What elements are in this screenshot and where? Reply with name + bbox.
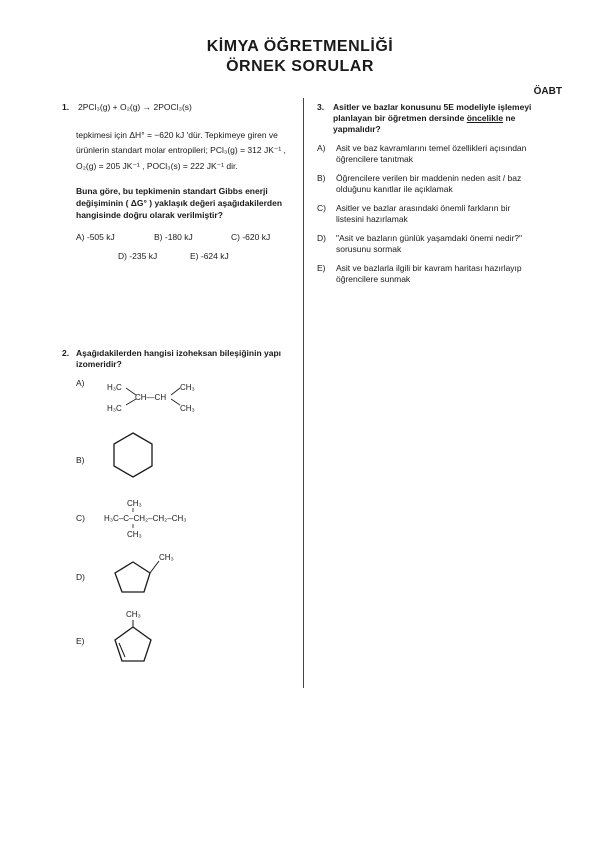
q3-stem-emphasis: öncelikle <box>466 113 504 123</box>
q2-label-d[interactable]: D) <box>76 572 85 582</box>
a-ch-ch: CH—CH <box>135 393 167 402</box>
a-h3c-top: H₃C <box>107 383 122 392</box>
page-subtitle: ÖRNEK SORULAR <box>226 58 374 75</box>
q2-label-e[interactable]: E) <box>76 636 85 646</box>
q1-option-a[interactable]: A) -505 kJ <box>76 232 115 242</box>
page-title: KİMYA ÖĞRETMENLİĞİ <box>206 38 394 55</box>
q3-option-c-line1: Asitler ve bazlar arasındaki önemli farkların bir <box>336 203 511 213</box>
d-methyl-bond <box>150 561 159 573</box>
q1-reaction: 2PCl₃(g) + O₂(g) → 2POCl₃(s) <box>78 102 192 112</box>
q3-option-c-label: C) <box>317 203 326 213</box>
q1-option-d[interactable]: D) -235 kJ <box>118 251 158 261</box>
q3-stem-line1: Asitler ve bazlar konusunu 5E modeliyle işlemeyi <box>333 102 532 112</box>
exam-tag: ÖABT <box>533 86 562 97</box>
c-ch3-top: CH₃ <box>127 499 142 508</box>
q3-option-e-line1: Asit ve bazlarla ilgili bir kavram haritası hazırlayıp <box>336 263 522 273</box>
q3-option-d-line2: sorusunu sormak <box>336 244 402 254</box>
q3-option-b-label: B) <box>317 173 326 183</box>
q1-stem-line3: hangisinde doğru olarak verilmiştir? <box>76 210 223 220</box>
q1-option-e[interactable]: E) -624 kJ <box>190 251 229 261</box>
a-h3c-bottom: H₃C <box>107 404 122 413</box>
a-bond-2 <box>126 399 136 405</box>
q1-stem-line2: değişiminin ( ΔG° ) yaklaşık değeri aşağıdakilerden <box>76 198 283 208</box>
q2-label-a[interactable]: A) <box>76 378 85 388</box>
q2-label-c[interactable]: C) <box>76 513 85 523</box>
q1-text-line2: ürünlerin standart molar entropileri; PCl₃(g) = 312 JK⁻¹ , <box>76 145 286 155</box>
q3-option-a-text <box>336 143 566 165</box>
q2-stem-line2: izomeridir? <box>76 359 122 369</box>
q3-option-e-line2: öğrencilere sunmak <box>336 274 411 284</box>
a-bond-4 <box>171 399 180 405</box>
e-ch3: CH₃ <box>126 610 141 619</box>
q1-stem-line1: Buna göre, bu tepkimenin standart Gibbs enerji <box>76 186 268 196</box>
q3-option-b-line2: olduğunu kanıtlar ile açıklamak <box>336 184 453 194</box>
q3-option-a-label: A) <box>317 143 326 153</box>
q3-option-a-line1: Asit ve baz kavramlarını temel özellikleri açısından <box>336 143 527 153</box>
q3-stem-line2 <box>333 113 515 124</box>
a-ch3-bottom: CH₃ <box>180 404 195 413</box>
q3-option-a-line2: öğrencilere tanıtmak <box>336 154 414 164</box>
q1-text-line3: O₂(g) = 205 JK⁻¹ , POCl₃(s) = 222 JK⁻¹ dir. <box>76 161 238 171</box>
q3-stem-line2-end: ne <box>505 113 516 123</box>
q3-number: 3. <box>317 102 325 112</box>
a-ch3-top: CH₃ <box>180 383 195 392</box>
q3-option-c-text <box>336 203 566 225</box>
q3-option-d-label: D) <box>317 233 326 243</box>
q2-number: 2. <box>62 348 70 358</box>
q3-option-c-line2: listesini hazırlamak <box>336 214 408 224</box>
structure-e <box>115 610 151 661</box>
q3-option-e-label: E) <box>317 263 326 273</box>
q3-option-e-text <box>336 263 566 285</box>
c-ch3-bottom: CH₃ <box>127 530 142 539</box>
structure-a <box>107 383 195 413</box>
structure-b-cyclohexane <box>114 433 152 477</box>
q1-option-c[interactable]: C) -620 kJ <box>231 232 271 242</box>
d-ring <box>115 562 150 592</box>
a-bond-3 <box>171 388 180 395</box>
structure-c <box>104 499 187 539</box>
q3-stem-line2-start: planlayan bir öğretmen dersinde <box>333 113 465 123</box>
e-ring <box>115 627 151 661</box>
a-bond-1 <box>126 388 136 395</box>
q1-option-b[interactable]: B) -180 kJ <box>154 232 193 242</box>
d-ch3: CH₃ <box>159 553 174 562</box>
structure-d <box>115 553 174 592</box>
q1-number: 1. <box>62 102 70 112</box>
q3-option-b-line1: Öğrencilere verilen bir maddenin neden asit / baz <box>336 173 522 183</box>
q3-stem-line3: yapmalıdır? <box>333 124 381 134</box>
q3-option-d-line1: "Asit ve bazların günlük yaşamdaki önemi nedir?" <box>336 233 523 243</box>
q1-text-line1: tepkimesi için ΔH° = −620 kJ 'dür. Tepkimeye giren ve <box>76 130 278 140</box>
q2-stem-line1: Aşağıdakilerden hangisi izoheksan bileşiğinin yapı <box>76 348 282 358</box>
q2-label-b[interactable]: B) <box>76 455 85 465</box>
c-main-chain: H₃C–C–CH₂–CH₂–CH₃ <box>104 514 187 523</box>
q3-option-d-text <box>336 233 566 255</box>
q3-option-b-text <box>336 173 566 195</box>
